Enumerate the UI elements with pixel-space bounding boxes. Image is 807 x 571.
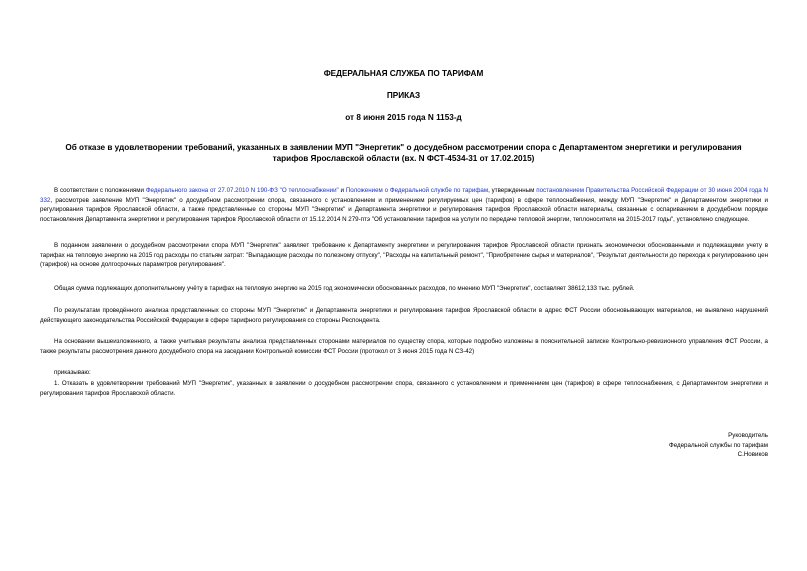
paragraph-1-text-a: В соответствии с положениями [54,187,146,194]
signature-block [669,431,768,460]
paragraph-4-text: По результатам проведённого анализа представленных со стороны МУП "Энергетик" и Департамента энергетики и регулирования тарифов Ярославской области в адрес ФСТ России обосновывающих материалов, не выявлено нарушений действующего законодательства Российской Федерации в сфере тарифного регулирования со стороны Респондента. [40,307,768,324]
federal-law-link[interactable]: Федерального закона от 27.07.2010 N 190-ФЗ "О теплоснабжении" [145,187,339,194]
paragraph-5 [40,337,768,356]
paragraph-2-text: В поданном заявлении о досудебном рассмотрении спора МУП "Энергетик" заявляет требование к Департаменту энергетики и регулирования тарифов Ярославской области признать экономически обоснованными и подлежащими учету в тарифах на тепловую энергию на 2015 год расходы по статьям затрат: "Выпадающие расходы по полезному отпуску", "Расходы на капитальный ремонт", "Приобретение сырья и материалов", "Результат деятельности до перехода к регулированию цен (тарифов) на основе долгосрочных параметров регулирования". [40,242,768,269]
signature-position: Руководитель [728,432,768,439]
paragraph-2 [40,241,768,270]
order-item-1: 1. Отказать в удовлетворении требований МУП "Энергетик", указанных в заявлении о досудебном рассмотрении спора, связанного с установлением и применением цен (тарифов) в сфере теплоснабжения, с Департаментом энергетики и регулирования тарифов Ярославской области. [40,380,768,397]
order-word: приказываю: [54,369,91,376]
document-date: от 8 июня 2015 года N 1153-д [345,113,462,122]
paragraph-7 [40,379,768,398]
paragraph-4 [40,306,768,325]
paragraph-6 [40,368,768,378]
paragraph-1-text-d: , рассмотрев заявление МУП "Энергетик" о досудебном рассмотрении спора, связанного с установлением и применением регулируемых цен (тарифов) в сфере теплоснабжения, между МУП "Энергетик" и Департаментом энергетики и регулирования тарифов Ярославской области, а также представленные со стороны МУП "Энергетик" и Департамента энергетики и регулирования тарифов Ярославской области материалы, связанные с оспариванием в досудебном порядке постановления Департамента энергетики и регулирования тарифов Ярославской области от 15.12.2014 N 279-птэ "Об установлении тарифов на услуги по передаче тепловой энергии, теплоносителя на 2015-2017 годы", установлено следующее. [40,196,768,223]
paragraph-1-text-c: , утвержденным [488,187,537,194]
fst-regulation-link[interactable]: Положением о Федеральной службе по тарифам [345,187,489,194]
agency-name: ФЕДЕРАЛЬНАЯ СЛУЖБА ПО ТАРИФАМ [323,69,484,78]
paragraph-3 [40,284,768,294]
paragraph-1 [40,186,768,224]
paragraph-3-text: Общая сумма подлежащих дополнительному учёту в тарифах на тепловую энергию на 2015 год экономически обоснованных расходов, по мнению МУП "Энергетик", составляет 38612,133 тыс. рублей. [54,285,635,292]
document-title: Об отказе в удовлетворении требований, указанных в заявлении МУП "Энергетик" о досудебном рассмотрении спора с Департаментом энергетики и регулирования тарифов Ярославской области (вх. N ФСТ-4534-31 от 17.02.2015) [65,143,742,163]
government-decree-link[interactable]: постановлением Правительства Российской Федерации от 30 июня 2004 года N 332 [40,187,768,204]
signature-name: С.Новиков [737,451,768,459]
paragraph-5-text: На основании вышеизложенного, а также учитывая результаты анализа представленных сторонами материалов по существу спора, которые подробно изложены в пояснительной записке Контрольно-ревизионного управления ФСТ России, а также результаты рассмотрения данного досудебного спора на заседании Контрольной комиссии ФСТ России (протокол от 3 июня 2015 года N СЗ-42) [40,338,768,355]
signature-organization: Федеральной службы по тарифам [669,441,768,449]
document-type: ПРИКАЗ [386,91,421,100]
paragraph-1-text-b: и [338,187,346,194]
